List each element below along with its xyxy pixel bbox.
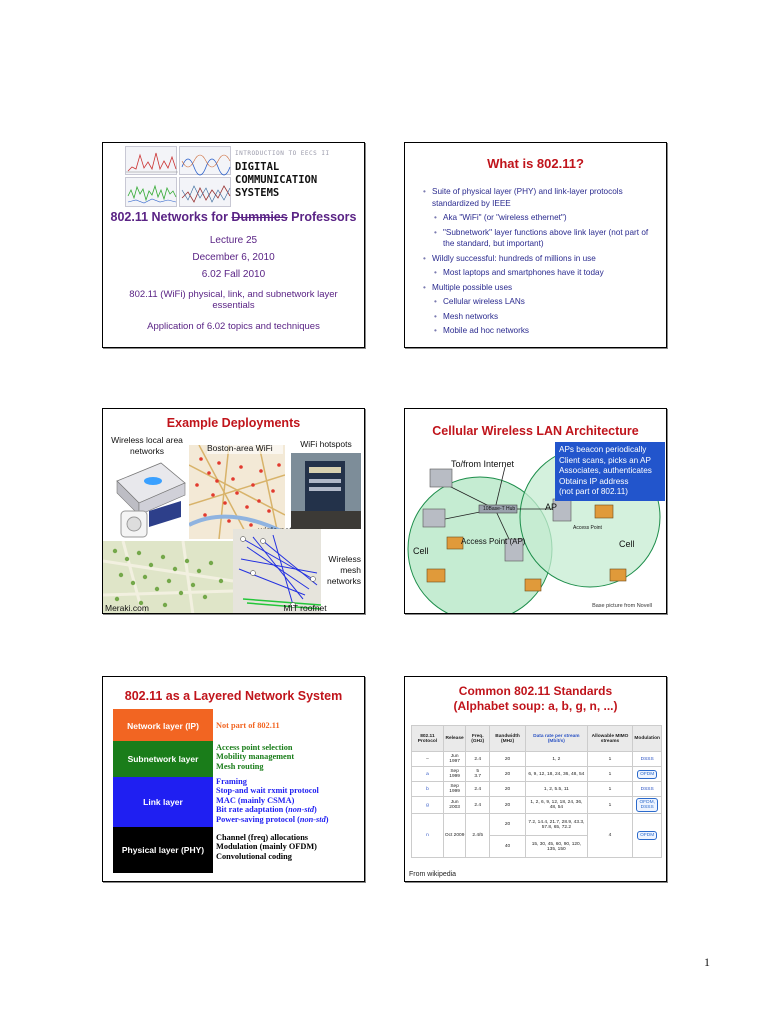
col-header: Modulation bbox=[633, 726, 662, 752]
sub-bullet-item: • "Subnetwork" layer functions above link layer (not part of the standard, but important) bbox=[423, 227, 658, 250]
slide-title: 802.11 as a Layered Network System bbox=[124, 689, 343, 703]
wifi-hotspot-photo bbox=[291, 453, 361, 529]
desc-line: Modulation (mainly OFDM) bbox=[216, 842, 317, 852]
caption-boston-wifi: Boston-area WiFi bbox=[207, 443, 283, 454]
architecture-diagram bbox=[405, 409, 667, 614]
desc-line: Stop-and wait rxmit protocol bbox=[216, 786, 319, 796]
standards-table bbox=[411, 725, 662, 858]
table-row: b Sep 1999 2.4 20 1, 2, 5.5, 11 1 DSSS bbox=[412, 782, 662, 797]
sub-bullet-item: • Mesh networks bbox=[423, 311, 658, 323]
subnetwork-layer-desc bbox=[216, 743, 294, 771]
cell-right-label: Cell bbox=[619, 539, 635, 549]
desc-line: Access point selection bbox=[216, 743, 293, 752]
network-layer-box bbox=[113, 709, 213, 743]
lecture-description: 802.11 (WiFi) physical, link, and subnetwork layer essentials bbox=[129, 289, 338, 311]
table-row: – Jun 1997 2.4 20 1, 2 1 DSSS bbox=[412, 752, 662, 767]
desc-line: Convolutional coding bbox=[216, 851, 292, 861]
desc-line: MAC (mainly CSMA) bbox=[216, 795, 295, 805]
col-header: Release bbox=[443, 726, 466, 752]
slide-title: Cellular Wireless LAN Architecture bbox=[432, 424, 639, 438]
slide-title: Example Deployments bbox=[166, 416, 301, 430]
access-point-small-label: Access Point bbox=[573, 525, 602, 531]
slide-what-is-80211 bbox=[404, 142, 667, 348]
table-row: g Jun 2003 2.4 20 1, 2, 6, 9, 12, 18, 24, 36, 48, 54 1 OFDM, DSSS bbox=[412, 797, 662, 814]
access-point-label: Access Point (AP) bbox=[461, 537, 526, 546]
table-header-row bbox=[412, 726, 662, 752]
course-name: DIGITAL COMMUNICATION SYSTEMS bbox=[235, 161, 318, 199]
desc-line: Mobility management bbox=[216, 752, 295, 762]
slide-example-deployments bbox=[102, 408, 365, 614]
internet-label: To/from Internet bbox=[451, 459, 515, 469]
desc-line: Channel (freq) allocations bbox=[216, 833, 309, 842]
link-layer-desc bbox=[216, 777, 328, 824]
course-tag: INTRODUCTION TO EECS II bbox=[235, 150, 330, 157]
cell-left-label: Cell bbox=[413, 546, 429, 556]
desc-line: Power-saving protocol (non-std) bbox=[216, 814, 329, 824]
page-number: 1 bbox=[704, 955, 710, 969]
slide-title-lecture bbox=[102, 142, 365, 348]
ap-behavior-note bbox=[555, 442, 665, 501]
waveform-chart-thumbnail bbox=[125, 146, 177, 175]
subnetwork-layer-box bbox=[113, 741, 213, 777]
bullet-item: • Multiple possible uses bbox=[423, 282, 658, 294]
desc-line: Mesh routing bbox=[216, 761, 264, 771]
caption-wireless-mesh: Wireless mesh networks bbox=[326, 554, 361, 586]
lecture-description-2: Application of 6.02 topics and techniques bbox=[147, 321, 320, 332]
link-layer-box bbox=[113, 777, 213, 827]
subnetwork-layer-label: Subnetwork layer bbox=[127, 754, 199, 764]
wireless-router-photo bbox=[109, 453, 187, 543]
credit-note: Base picture from Novell bbox=[592, 603, 652, 609]
hub-label: 10Base-T Hub bbox=[483, 506, 516, 512]
table-row: 40 15, 30, 45, 60, 90, 120, 135, 150 bbox=[412, 836, 662, 858]
sub-bullet-item: • Mobile ad hoc networks bbox=[423, 325, 658, 337]
desc-line: Framing bbox=[216, 777, 247, 786]
col-header: Freq. (GHz) bbox=[466, 726, 490, 752]
slide-cellular-wlan-architecture bbox=[404, 408, 667, 614]
slide-title: Common 802.11 Standards (Alphabet soup: a, b, g, n, ...) bbox=[453, 684, 618, 713]
signal-chart-thumbnail bbox=[179, 146, 231, 175]
slide-title: What is 802.11? bbox=[487, 156, 584, 171]
lecture-date: December 6, 2010 bbox=[192, 252, 275, 263]
bullet-item: • Wildly successful: hundreds of millions in use bbox=[423, 253, 658, 265]
mit-roofnet-map bbox=[233, 529, 321, 614]
course-term: 6.02 Fall 2010 bbox=[201, 269, 266, 280]
physical-layer-label: Physical layer (PHY) bbox=[121, 845, 205, 855]
sub-bullet-item: • Cellular wireless LANs bbox=[423, 296, 658, 308]
desc-line: Bit rate adaptation (non-std) bbox=[216, 805, 317, 815]
col-header: Data rate per stream (Mbit/s) bbox=[526, 726, 588, 752]
lecture-title: 802.11 Networks for Dummies Professors bbox=[110, 210, 357, 224]
col-header: 802.11 Protocol bbox=[412, 726, 444, 752]
col-header: Allowable MIMO streams bbox=[587, 726, 633, 752]
sub-bullet-item: • Aka "WiFi" (or "wireless ethernet") bbox=[423, 212, 658, 224]
ap-short-label: AP bbox=[545, 502, 558, 512]
noise-chart-thumbnail bbox=[125, 177, 177, 207]
caption-wlan: Wireless local area networks bbox=[111, 435, 183, 456]
network-layer-label: Network layer (IP) bbox=[127, 721, 199, 731]
slide-common-standards bbox=[404, 676, 667, 882]
physical-layer-desc bbox=[216, 833, 317, 861]
note-text: APs beacon periodically Client scans, picks an AP Associates, authenticates Obtains IP address (not part of 802.11) bbox=[559, 445, 652, 496]
bullet-item: • Suite of physical layer (PHY) and link-layer protocols standardized by IEEE bbox=[423, 186, 658, 209]
bullet-list bbox=[423, 183, 658, 337]
caption-meraki: Meraki.com bbox=[105, 603, 149, 613]
link-layer-label: Link layer bbox=[143, 797, 183, 807]
physical-layer-box bbox=[113, 827, 213, 873]
sub-bullet-item: • Most laptops and smartphones have it today bbox=[423, 267, 658, 279]
table-row: n Oct 2009 2.4/5 20 7.2, 14.4, 21.7, 28.9, 43.3, 57.8, 65, 72.2 4 OFDM bbox=[412, 814, 662, 836]
caption-mit-roofnet: MIT roofnet bbox=[283, 603, 327, 613]
caption-wifi-hotspots: WiFi hotspots bbox=[300, 439, 352, 449]
table-row: a Sep 1999 5 3.7 20 6, 9, 12, 18, 24, 36, 48, 54 1 OFDM bbox=[412, 767, 662, 782]
network-layer-desc: Not part of 802.11 bbox=[216, 721, 280, 730]
col-header: Bandwidth (MHz) bbox=[489, 726, 525, 752]
slide-layered-network-system bbox=[102, 676, 365, 882]
lecture-number: Lecture 25 bbox=[209, 235, 258, 246]
spectrum-chart-thumbnail bbox=[179, 177, 231, 207]
source-note: From wikipedia bbox=[409, 871, 457, 878]
